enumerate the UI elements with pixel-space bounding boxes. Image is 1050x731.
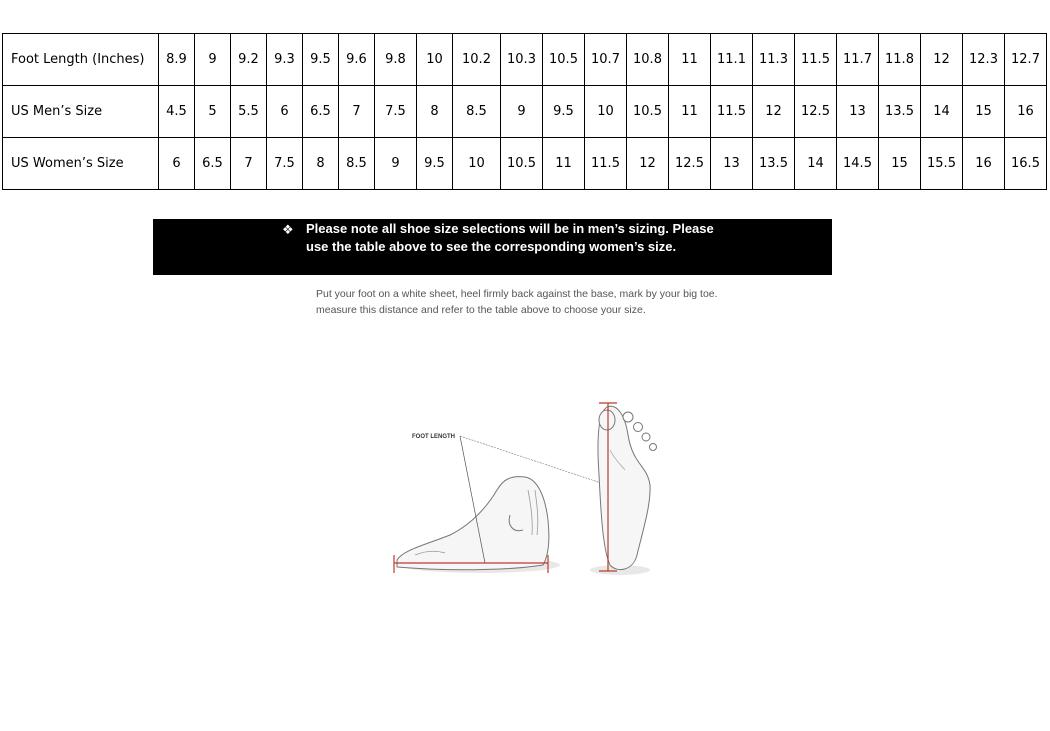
size-table-cell: 9.6	[339, 34, 375, 86]
size-table-cell: 10.5	[543, 34, 585, 86]
size-table-cell: 7	[231, 138, 267, 190]
instructions-line-2: measure this distance and refer to the table above to choose your size.	[316, 304, 646, 316]
size-table-cell: 14	[921, 86, 963, 138]
size-table-row	[3, 86, 1047, 138]
size-table-row-label: Foot Length (Inches)	[3, 34, 159, 86]
size-table-cell: 11.5	[795, 34, 837, 86]
size-table-cell: 11.7	[837, 34, 879, 86]
size-table-cell: 13.5	[879, 86, 921, 138]
size-table-cell: 15.5	[921, 138, 963, 190]
size-table-cell: 14.5	[837, 138, 879, 190]
size-table-cell: 11	[543, 138, 585, 190]
instructions-line-1: Put your foot on a white sheet, heel firmly back against the base, mark by your big toe.	[316, 288, 718, 300]
size-table-cell: 9.3	[267, 34, 303, 86]
size-table-cell: 4.5	[159, 86, 195, 138]
size-table-cell: 8.5	[339, 138, 375, 190]
side-view-foot-icon	[394, 477, 560, 573]
size-table-cell: 12	[753, 86, 795, 138]
size-table-cell: 8	[303, 138, 339, 190]
size-table-row	[3, 34, 1047, 86]
size-table-cell: 10	[453, 138, 501, 190]
size-table-cell: 11.1	[711, 34, 753, 86]
size-table-cell: 11	[669, 86, 711, 138]
size-table-cell: 8.5	[453, 86, 501, 138]
size-table-cell: 6	[267, 86, 303, 138]
size-table-cell: 10.5	[627, 86, 669, 138]
size-table-cell: 10.7	[585, 34, 627, 86]
size-table-cell: 13	[837, 86, 879, 138]
size-table-cell: 15	[963, 86, 1005, 138]
size-table-cell: 13	[711, 138, 753, 190]
size-table-cell: 10	[417, 34, 453, 86]
size-table-cell: 12.5	[795, 86, 837, 138]
size-table-cell: 11	[669, 34, 711, 86]
size-table-cell: 11.3	[753, 34, 795, 86]
size-chart-table	[2, 33, 1047, 190]
size-table-cell: 14	[795, 138, 837, 190]
size-table-cell: 5	[195, 86, 231, 138]
size-table-row-label: US Men’s Size	[3, 86, 159, 138]
size-table-cell: 12.3	[963, 34, 1005, 86]
size-table-cell: 6	[159, 138, 195, 190]
size-table-cell: 10.5	[501, 138, 543, 190]
size-table-cell: 9.5	[543, 86, 585, 138]
size-table-cell: 11.5	[585, 138, 627, 190]
size-table-cell: 6.5	[303, 86, 339, 138]
size-table-cell: 8	[417, 86, 453, 138]
foot-length-label: FOOT LENGTH	[412, 434, 455, 440]
size-table-row	[3, 138, 1047, 190]
sole-view-foot-icon	[590, 403, 657, 575]
diamond-bullet-icon: ❖	[282, 222, 294, 237]
sizing-notice-banner	[153, 219, 832, 275]
size-table-cell: 7.5	[267, 138, 303, 190]
size-table-cell: 10.2	[453, 34, 501, 86]
size-table-cell: 11.5	[711, 86, 753, 138]
foot-measurement-illustration	[385, 395, 675, 585]
size-table-cell: 9	[501, 86, 543, 138]
size-table-cell: 9	[195, 34, 231, 86]
size-table-cell: 10.8	[627, 34, 669, 86]
size-table-cell: 11.8	[879, 34, 921, 86]
size-table-cell: 6.5	[195, 138, 231, 190]
size-table-cell: 16	[963, 138, 1005, 190]
measuring-instructions	[316, 286, 786, 318]
size-table-cell: 10	[585, 86, 627, 138]
size-table-cell: 13.5	[753, 138, 795, 190]
size-table-cell: 9.5	[303, 34, 339, 86]
size-table-row-label: US Women’s Size	[3, 138, 159, 190]
size-table-cell: 15	[879, 138, 921, 190]
size-table-cell: 10.3	[501, 34, 543, 86]
size-table-cell: 9.8	[375, 34, 417, 86]
size-table-cell: 12	[921, 34, 963, 86]
size-table-cell: 12	[627, 138, 669, 190]
size-table-cell: 16.5	[1005, 138, 1047, 190]
size-table-cell: 5.5	[231, 86, 267, 138]
size-table-cell: 7	[339, 86, 375, 138]
size-table-cell: 9	[375, 138, 417, 190]
size-table-cell: 9.2	[231, 34, 267, 86]
sizing-notice-text: Please note all shoe size selections will be in men’s sizing. Please use the table above to see the corresponding women’s size.	[306, 221, 714, 254]
size-table-cell: 12.5	[669, 138, 711, 190]
size-table-cell: 9.5	[417, 138, 453, 190]
size-table-cell: 16	[1005, 86, 1047, 138]
size-table-cell: 8.9	[159, 34, 195, 86]
size-table-cell: 7.5	[375, 86, 417, 138]
size-table-cell: 12.7	[1005, 34, 1047, 86]
